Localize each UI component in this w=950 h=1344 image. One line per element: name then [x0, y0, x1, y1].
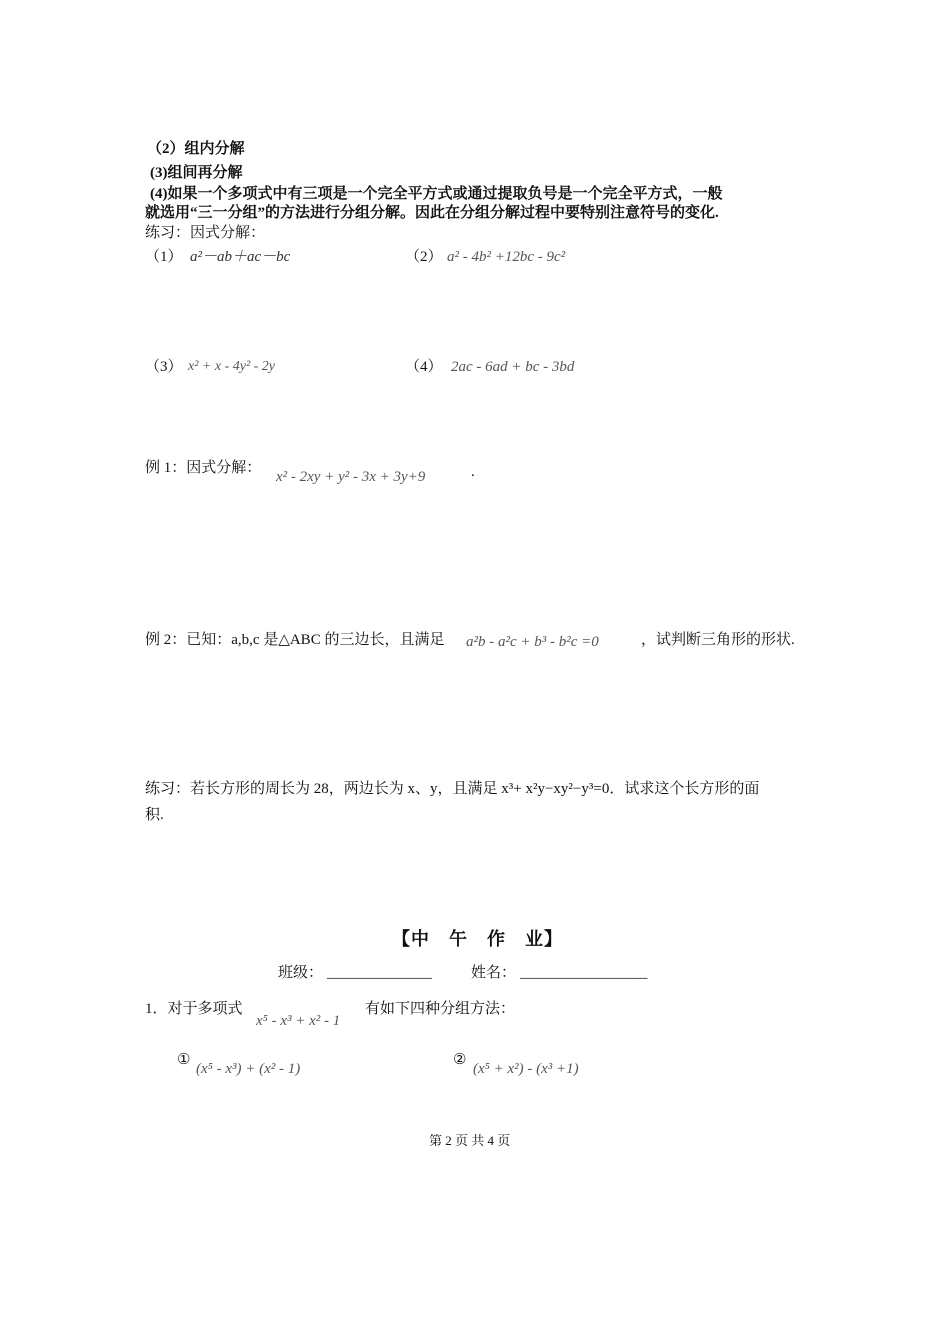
class-label: 班级： [278, 965, 324, 981]
option-2-expression: (x⁵ + x²) - (x³ +1) [473, 1061, 579, 1077]
practice-item-2-label: （2） [405, 249, 443, 265]
example-2-suffix: ，试判断三角形的形状. [641, 632, 795, 648]
example-1-label: 例 1：因式分解： [145, 460, 262, 476]
practice-2-line-2: 积. [145, 807, 164, 823]
example-2-expression: a²b - a²c + b³ - b²c =0 [466, 634, 599, 650]
homework-title: 【中 午 作 业】 [392, 929, 563, 949]
practice-item-3-label: （3） [145, 359, 183, 375]
practice-heading: 练习：因式分解： [145, 225, 266, 241]
name-label: 姓名： [471, 965, 517, 981]
step-2-text: （2）组内分解 [147, 141, 245, 157]
step-4-line-2: 就选用“三一分组”的方法进行分组分解。因此在分组分解过程中要特别注意符号的变化. [145, 205, 719, 221]
practice-item-4-expression: 2ac - 6ad + bc - 3bd [451, 359, 575, 375]
practice-2-line-1: 练习：若长方形的周长为 28，两边长为 x、y，且满足 x³+ x²y−xy²−y³=0．试求这个长方形的面 [145, 781, 760, 797]
question-1-expression: x⁵ - x³ + x² - 1 [256, 1013, 341, 1029]
example-1-dot: . [471, 464, 475, 480]
practice-item-3-expression: x² + x - 4y² - 2y [188, 359, 276, 374]
practice-item-1-expression: a²－ab＋ac－bc [190, 249, 291, 265]
question-1-suffix: 有如下四种分组方法： [365, 1001, 516, 1017]
step-3-text: (3)组间再分解 [150, 165, 243, 181]
practice-item-4-label: （4） [405, 359, 443, 375]
example-1-expression: x² - 2xy + y² - 3x + 3y+9 [276, 469, 426, 485]
option-2-label: ② [453, 1052, 467, 1068]
option-1-label: ① [177, 1052, 191, 1068]
example-2-prefix: 例 2：已知：a,b,c 是△ABC 的三边长，且满足 [145, 632, 445, 648]
step-4-line-1: (4)如果一个多项式中有三项是一个完全平方式或通过提取负号是一个完全平方式，一般 [150, 186, 723, 202]
class-blank: ______________ [327, 965, 432, 981]
page-footer: 第 2 页 共 4 页 [429, 1133, 511, 1148]
option-1-expression: (x⁵ - x³) + (x² - 1) [196, 1061, 301, 1077]
practice-item-1-label: （1） [145, 249, 183, 265]
practice-item-2-expression: a² - 4b² +12bc - 9c² [447, 249, 566, 265]
name-blank: _________________ [520, 965, 648, 981]
question-1-prefix: 1．对于多项式 [145, 1001, 243, 1017]
